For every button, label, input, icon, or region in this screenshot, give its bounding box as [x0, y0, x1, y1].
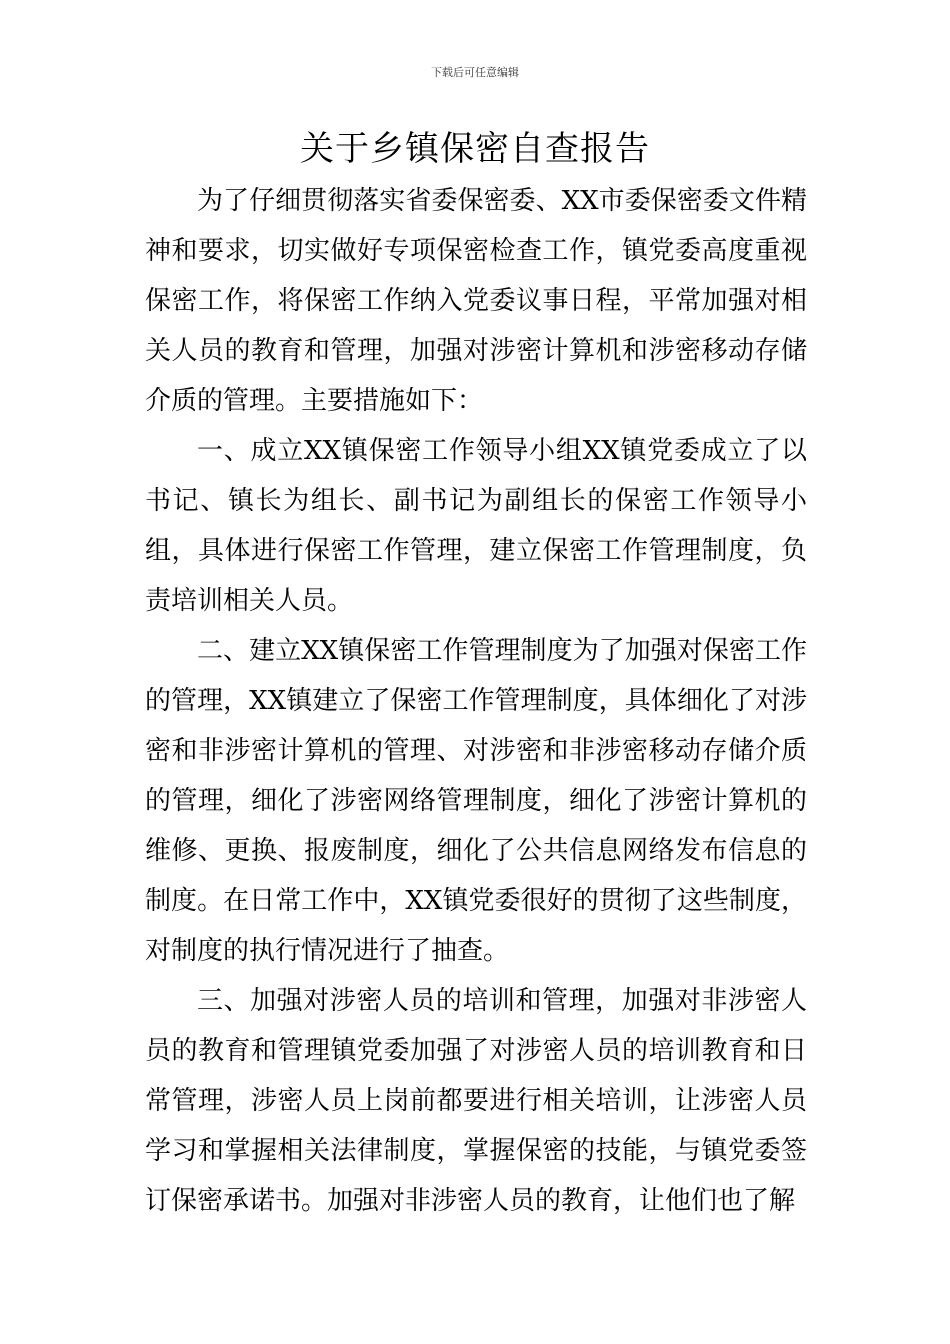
page-header: 下载后可任意编辑 — [431, 66, 519, 79]
document-title: 关于乡镇保密自查报告 — [300, 129, 650, 169]
paragraph-section-2: 二、建立XX镇保密工作管理制度为了加强对保密工作的管理，XX镇建立了保密工作管理制度，具体细化了对涉密和非涉密计算机的管理、对涉密和非涉密移动存储介质的管理，细化了涉密网络管理制度，细化了涉密计算机的维修、更换、报废制度，细化了公共信息网络发布信息的制度。在日常工作中，XX镇党委很好的贯彻了这些制度，对制度的执行情况进行了抽查。 — [145, 636, 807, 966]
paragraph-section-3: 三、加强对涉密人员的培训和管理，加强对非涉密人员的教育和管理镇党委加强了对涉密人员的培训教育和日常管理，涉密人员上岗前都要进行相关培训，让涉密人员学习和掌握相关法律制度，掌握保密的技能，与镇党委签订保密承诺书。加强对非涉密人员的教育，让他们也了解 — [145, 986, 807, 1216]
paragraph-section-1: 一、成立XX镇保密工作领导小组XX镇党委成立了以书记、镇长为组长、副书记为副组长的保密工作领导小组，具体进行保密工作管理，建立保密工作管理制度，负责培训相关人员。 — [145, 436, 807, 616]
paragraph-intro: 为了仔细贯彻落实省委保密委、XX市委保密委文件精神和要求，切实做好专项保密检查工作，镇党委高度重视保密工作，将保密工作纳入党委议事日程，平常加强对相关人员的教育和管理，加强对涉密计算机和涉密移动存储介质的管理。主要措施如下： — [145, 186, 807, 416]
document-body — [145, 176, 807, 1226]
